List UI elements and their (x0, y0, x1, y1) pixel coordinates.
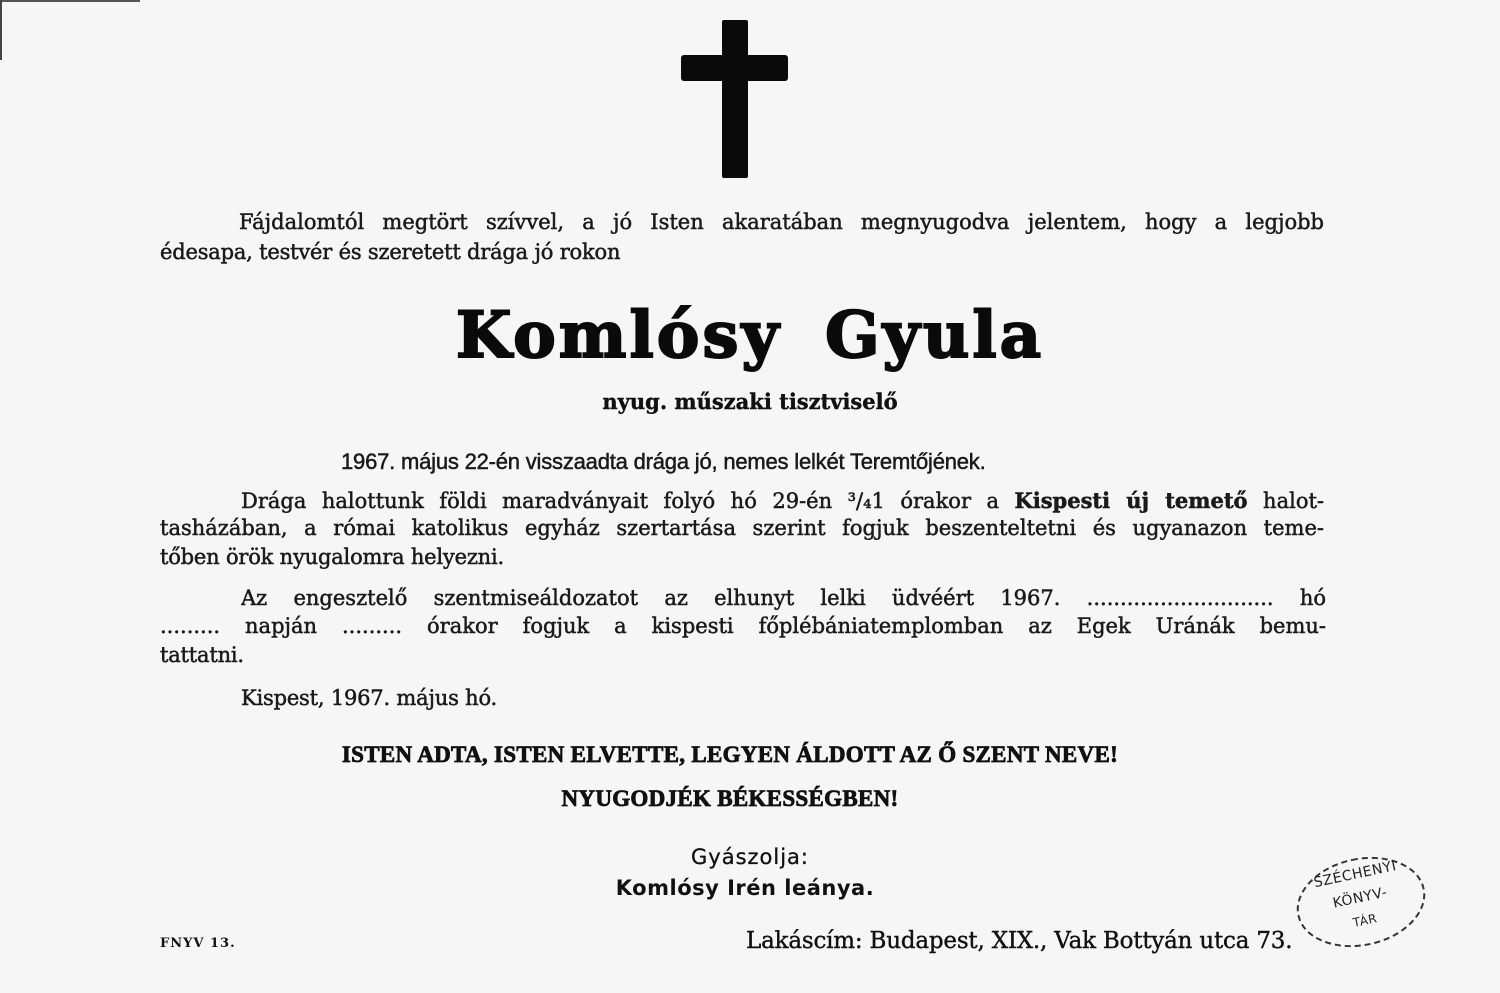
place-date: Kispest, 1967. május hó. (241, 686, 498, 710)
mourner-name: Komlósy Irén leánya. (615, 876, 875, 900)
cross-vertical-bar (722, 20, 748, 178)
deceased-title: nyug. műszaki tisztviselő (602, 389, 898, 414)
stamp-line-3: TÁR (1351, 911, 1379, 930)
cross-horizontal-bar (681, 55, 788, 81)
motto-line-2: NYUGODJÉK BÉKESSÉGBEN! (561, 786, 899, 811)
mass-line-2: ......... napján ......... órakor fogjuk a kispesti főplébániatemplomban az Egek Uránák bemu- (160, 614, 1326, 638)
death-statement: 1967. május 22-én visszaadta drága jó, nemes lelkét Teremtőjének. (341, 449, 986, 474)
footer-code: FNYV 13. (160, 936, 236, 951)
mass-line-1: Az engesztelő szentmiseáldozatot az elhunyt lelki üdvéért 1967. ............................ hó (241, 586, 1326, 610)
cross-icon (681, 20, 788, 178)
funeral-line-3: tőben örök nyugalomra helyezni. (160, 545, 505, 569)
library-stamp (1288, 845, 1433, 958)
funeral-line-2: tasházában, a római katolikus egyház szertartása szerint fogjuk beszenteltetni és ugyanazon teme- (160, 516, 1324, 540)
motto-line-1: ISTEN ADTA, ISTEN ELVETTE, LEGYEN ÁLDOTT AZ Ő SZENT NEVE! (341, 742, 1119, 767)
address: Lakáscím: Budapest, XIX., Vak Bottyán utca 73. (746, 928, 1293, 954)
cemetery-name: Kispesti új temető (1014, 488, 1248, 513)
mass-line-3: tattatni. (160, 643, 244, 667)
funeral-line-1 (241, 488, 1324, 513)
intro-line-2: édesapa, testvér és szeretett drága jó rokon (160, 240, 621, 264)
deceased-name: Komlósy Gyula (455, 298, 1045, 373)
mourner-label: Gyászolja: (691, 845, 809, 869)
funeral-line-1-b: halot- (1247, 489, 1324, 513)
scan-edge-top (0, 0, 140, 2)
stamp-line-1: SZÉCHENYI (1312, 858, 1398, 892)
intro-line-1: Fájdalomtól megtört szívvel, a jó Isten akaratában megnyugodva jelentem, hogy a legjobb (239, 210, 1324, 234)
funeral-line-1-a: Drága halottunk földi maradványait folyó hó 29-én ³/₄1 órakor a (241, 489, 1015, 513)
scan-edge-left (0, 0, 2, 60)
stamp-line-2: KÖNYV- (1331, 884, 1389, 912)
